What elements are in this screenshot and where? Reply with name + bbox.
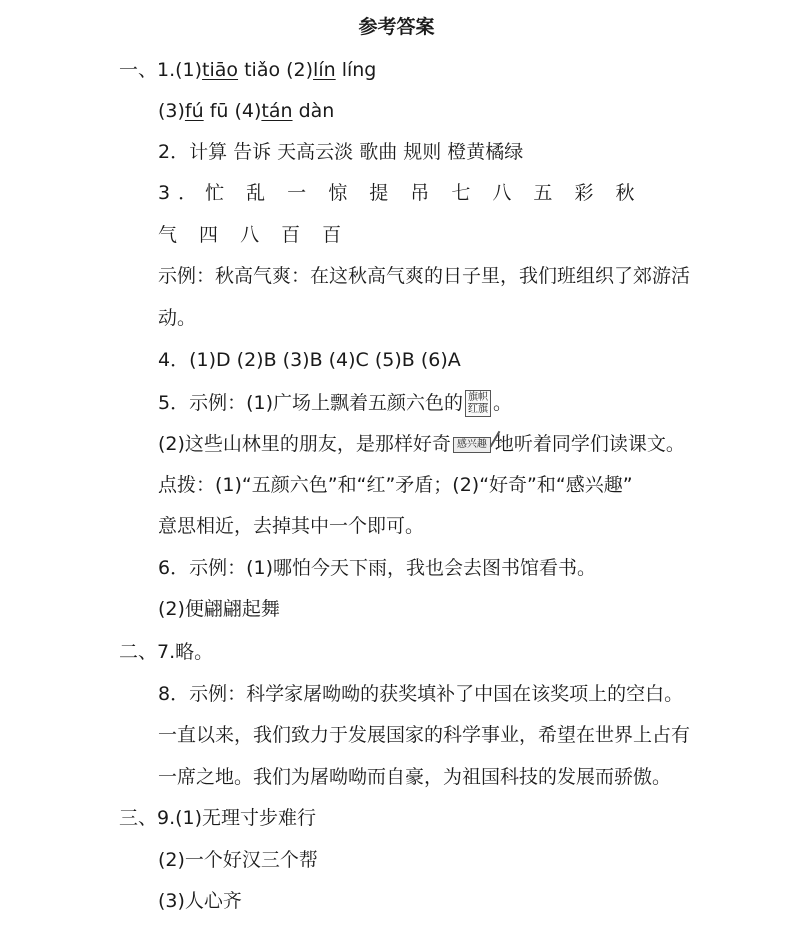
deleted-word: 感兴趣 <box>456 438 487 450</box>
deletion-mark <box>453 437 491 453</box>
correction-box <box>465 390 491 417</box>
answer-line-20: (2)一个好汉三个帮 <box>158 849 318 871</box>
answer-text: (3) <box>158 100 185 122</box>
page-title: 参考答案 <box>358 16 435 38</box>
answer-text: 。 <box>493 392 513 414</box>
answer-line-10 <box>158 432 685 456</box>
answer-text: fū (4) <box>203 100 262 122</box>
answer-line-14: (2)便翩翩起舞 <box>158 598 280 620</box>
answer-line-9 <box>158 390 512 414</box>
underlined-pinyin: fú <box>184 100 204 122</box>
answer-line-7: 动。 <box>158 307 197 329</box>
correction-top: 旗帜 <box>468 392 489 403</box>
answer-line-8: 4．(1)D (2)B (3)B (4)C (5)B (6)A <box>158 349 461 371</box>
answer-line-5: 气 四 八 百 百 <box>158 224 350 246</box>
answer-text: dàn <box>292 100 335 122</box>
answer-line-21: (3)人心齐 <box>158 890 242 912</box>
answer-line-4: 3．忙 乱 一 惊 提 吊 七 八 五 彩 秋 <box>158 182 643 204</box>
answer-text: 一、1.(1) <box>119 59 203 81</box>
answer-line-3: 2．计算 告诉 天高云淡 歌曲 规则 橙黄橘绿 <box>158 141 524 163</box>
answer-text: (2)这些山林里的朋友，是那样好奇 <box>158 433 451 455</box>
underlined-pinyin: tiāo <box>202 59 239 81</box>
answer-line-12: 意思相近，去掉其中一个即可。 <box>158 515 425 537</box>
answer-line-6: 示例：秋高气爽：在这秋高气爽的日子里，我们班组织了郊游活 <box>158 265 691 287</box>
correction-bottom: 红旗 <box>468 404 489 415</box>
answer-line-19: 三、9.(1)无理寸步难行 <box>119 807 317 829</box>
answer-line-2 <box>158 99 334 123</box>
answer-text: 地听着同学们读课文。 <box>494 433 685 455</box>
answer-text: líng <box>335 59 377 81</box>
answer-line-11: 点拨：(1)“五颜六色”和“红”矛盾；(2)“好奇”和“感兴趣” <box>158 474 633 496</box>
underlined-pinyin: lín <box>313 59 336 81</box>
answer-text: 5．示例：(1)广场上飘着五颜六色的 <box>158 392 464 414</box>
answer-line-15: 二、7.略。 <box>119 641 214 663</box>
answer-line-16: 8．示例：科学家屠呦呦的获奖填补了中国在该奖项上的空白。 <box>158 683 684 705</box>
underlined-pinyin: tán <box>261 100 293 122</box>
answer-line-13: 6．示例：(1)哪怕今天下雨，我也会去图书馆看书。 <box>158 557 597 579</box>
answer-line-1 <box>119 58 376 82</box>
answer-line-17: 一直以来，我们致力于发展国家的科学事业，希望在世界上占有 <box>158 724 691 746</box>
answer-line-18: 一席之地。我们为屠呦呦而自豪，为祖国科技的发展而骄傲。 <box>158 766 672 788</box>
answer-text: tiǎo (2) <box>238 59 314 81</box>
